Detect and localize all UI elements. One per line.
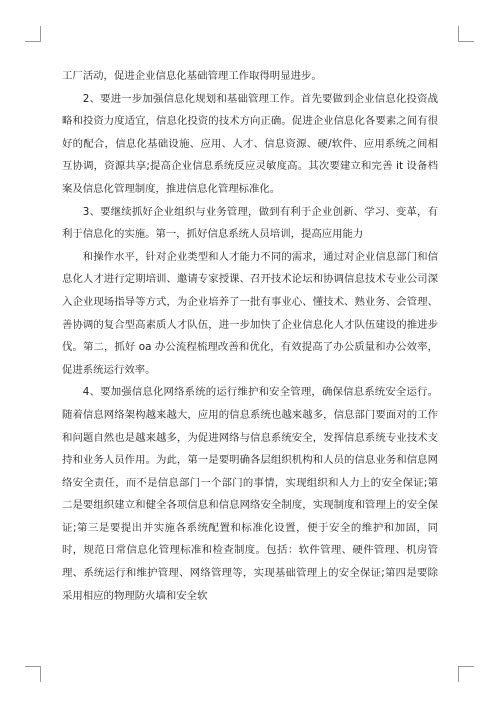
- crop-mark-top-right-v: [458, 26, 459, 42]
- paragraph-item-3-continued: 和操作水平，针对企业类型和人才能力不同的需求，通过对企业信息部门和信息化人才进行定期培训、邀请专家授课、召开技术论坛和协调信息技术专业公司深入企业现场指导等方式，为企业培养了一批有事业心、懂技术、熟业务、会管理、善协调的复合型高素质人才队伍，进一步加快了企业信息化人才队伍建设的推进步伐。第二，抓好 oa 办公流程梳理改善和优化，有效提高了办公质量和办公效率，促进系统运行效率。: [62, 250, 438, 376]
- crop-mark-top-left-h: [25, 41, 41, 42]
- paragraph-item-4: 4、要加强信息化网络系统的运行维护和安全管理，确保信息系统安全运行。随着信息网络架构越来越大，应用的信息系统也越来越多，信息部门要面对的工作和问题自然也是越来越多，为促进网络与信息系统安全，发挥信息系统专业技术支持和业务人员作用。为此，第一是要明确各层组织机构和人员的信息业务和信息网络安全责任，而不是信息部门一个部门的事情，实现组织和人力上的安全保证;第二是要组织建立和健全各项信息和信息网络安全制度，实现制度和管理上的安全保证;第三是要提出并实施各系统配置和标准化设置，便于安全的维护和加固，同时，规范日常信息化管理标准和检查制度。包括：软件管理、硬件管理、机房管理、系统运行和维护管理、网络管理等，实现基础管理上的安全保证;第四是要除采用相应的物理防火墙和安全软: [62, 386, 438, 602]
- crop-mark-bottom-right-h: [458, 666, 474, 667]
- crop-mark-bottom-right-v: [458, 666, 459, 682]
- paragraph-continuation: 工厂活动，促进企业信息化基础管理工作取得明显进步。: [62, 70, 322, 82]
- body-text: [62, 65, 438, 607]
- paragraph-item-2: 2、要进一步加强信息化规划和基础管理工作。首先要做到企业信息化投资战略和投资力度适宜，信息化投资的技术方向正确。促进企业信息化各要素之间有很好的配合，信息化基础设施、应用、人才、信息资源、硬/软件、应用系统之间相互协调，资源共享;提高企业信息系统反应灵敏度高。其次要建立和完善 it 设备档案及信息化管理制度，推进信息化管理标准化。: [62, 92, 438, 195]
- paragraph-item-3: 3、要继续抓好企业组织与业务管理，做到有利于企业创新、学习、变革，有利于信息化的实施。第一，抓好信息系统人员培训，提高应用能力: [62, 205, 438, 241]
- crop-mark-top-left-v: [40, 26, 41, 42]
- crop-mark-top-right-h: [458, 41, 474, 42]
- crop-mark-bottom-left-v: [40, 666, 41, 682]
- crop-mark-bottom-left-h: [25, 666, 41, 667]
